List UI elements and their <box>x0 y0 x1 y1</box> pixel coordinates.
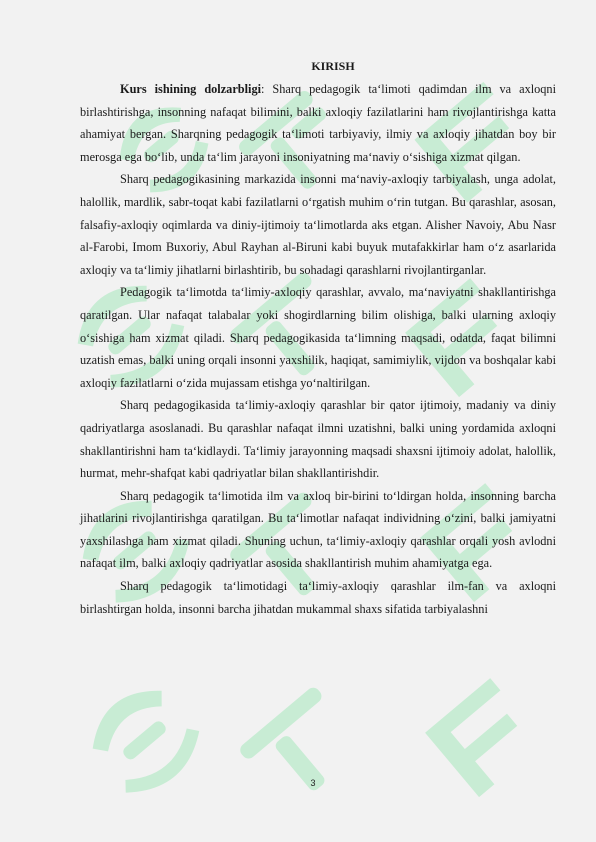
page-number: 3 <box>310 778 316 788</box>
paragraph-relevance <box>80 78 556 168</box>
paragraph: Sharq pedagogikasida ta‘limiy-axloqiy qarashlar bir qator ijtimoiy, madaniy va diniy qadriyatlarga asoslanadi. Bu qarashlar nafaqat ilmni uzatishni, balki uning yordamida axloqni shakllantirishni ham ta‘kidlaydi. Ta‘limiy jarayonning maqsadi shaxsni ijtimoiy adolat, halollik, hurmat, mehr-shafqat kabi qadriyatlar bilan shakllantirishdir. <box>80 398 556 481</box>
paragraph: Sharq pedagogik ta‘limotida ilm va axloq bir-birini to‘ldirgan holda, insonning barcha jihatlarini rivojlantirishga qaratilgan. Bu ta‘limotlar nafaqat individning o‘zini, balki jamiyatni yaxshilashga ham xizmat qiladi. Shuning uchun, ta‘limiy-axloqiy qarashlar orqali yosh avlodni nafaqat ilm, balki axloqiy qadriyatlar asosida shakllantirish muhim ahamiyatga ega. <box>80 488 556 571</box>
paragraph-text: : Sharq pedagogik ta‘limoti qadimdan ilm va axloqni birlashtirishga, insonning nafaqat bilimini, balki axloqiy fazilatlarini ham rivojlantirishga katta ahamiyat bergan. Sharqning pedagogik ta‘limoti tarbiyaviy, ilmiy va axloqiy jihatdan boy bir merosga ega bo‘lib, unda ta‘lim jarayoni insoniyatning ma‘naviy o‘sishiga xizmat qilgan. <box>80 82 556 164</box>
section-heading: KIRISH <box>311 59 355 73</box>
paragraph: Sharq pedagogikasining markazida insonni ma‘naviy-axloqiy tarbiyalash, unga adolat, halollik, mardlik, sabr-toqat kabi fazilatlarni o‘rgatish muhim o‘rin tutgan. Bu qarashlar, asosan, falsafiy-axloqiy oqimlarda va diniy-ijtimoiy ta‘limotlarda aks etgan. Alisher Navoiy, Abu Nasr al-Farobi, Imom Buxoriy, Abul Rayhan al-Biruni kabi buyuk mutafakkirlar ham o‘z asarlarida axloqiy va ta‘limiy jihatlarni birlashtirib, bu sohadagi qarashlarni rivojlantirganlar. <box>80 172 556 277</box>
paragraph: Pedagogik ta‘limotda ta‘limiy-axloqiy qarashlar, avvalo, ma‘naviyatni shakllantirishga qaratilgan. Ular nafaqat talabalar yoki shogirdlarning bilim olishiga, balki ularning axloqiy o‘sishiga ham xizmat qiladi. Sharq pedagogikasida ta‘limning maqsadi, odatda, faqat bilimni uzatish emas, balki uning orqali insonni yaxshilik, haqiqat, samimiylik, vijdon va boshqalar kabi axloqiy fazilatlarni o‘zida mujassam etishga yo‘naltirilgan. <box>80 285 556 390</box>
paragraph-lead: Kurs ishining dolzarbligi <box>120 82 262 96</box>
paragraph: Sharq pedagogik ta‘limotidagi ta‘limiy-axloqiy qarashlar ilm-fan va axloqni birlashtirgan holda, insonni barcha jihatdan mukammal shaxs sifatida tarbiyalashni <box>80 579 556 616</box>
